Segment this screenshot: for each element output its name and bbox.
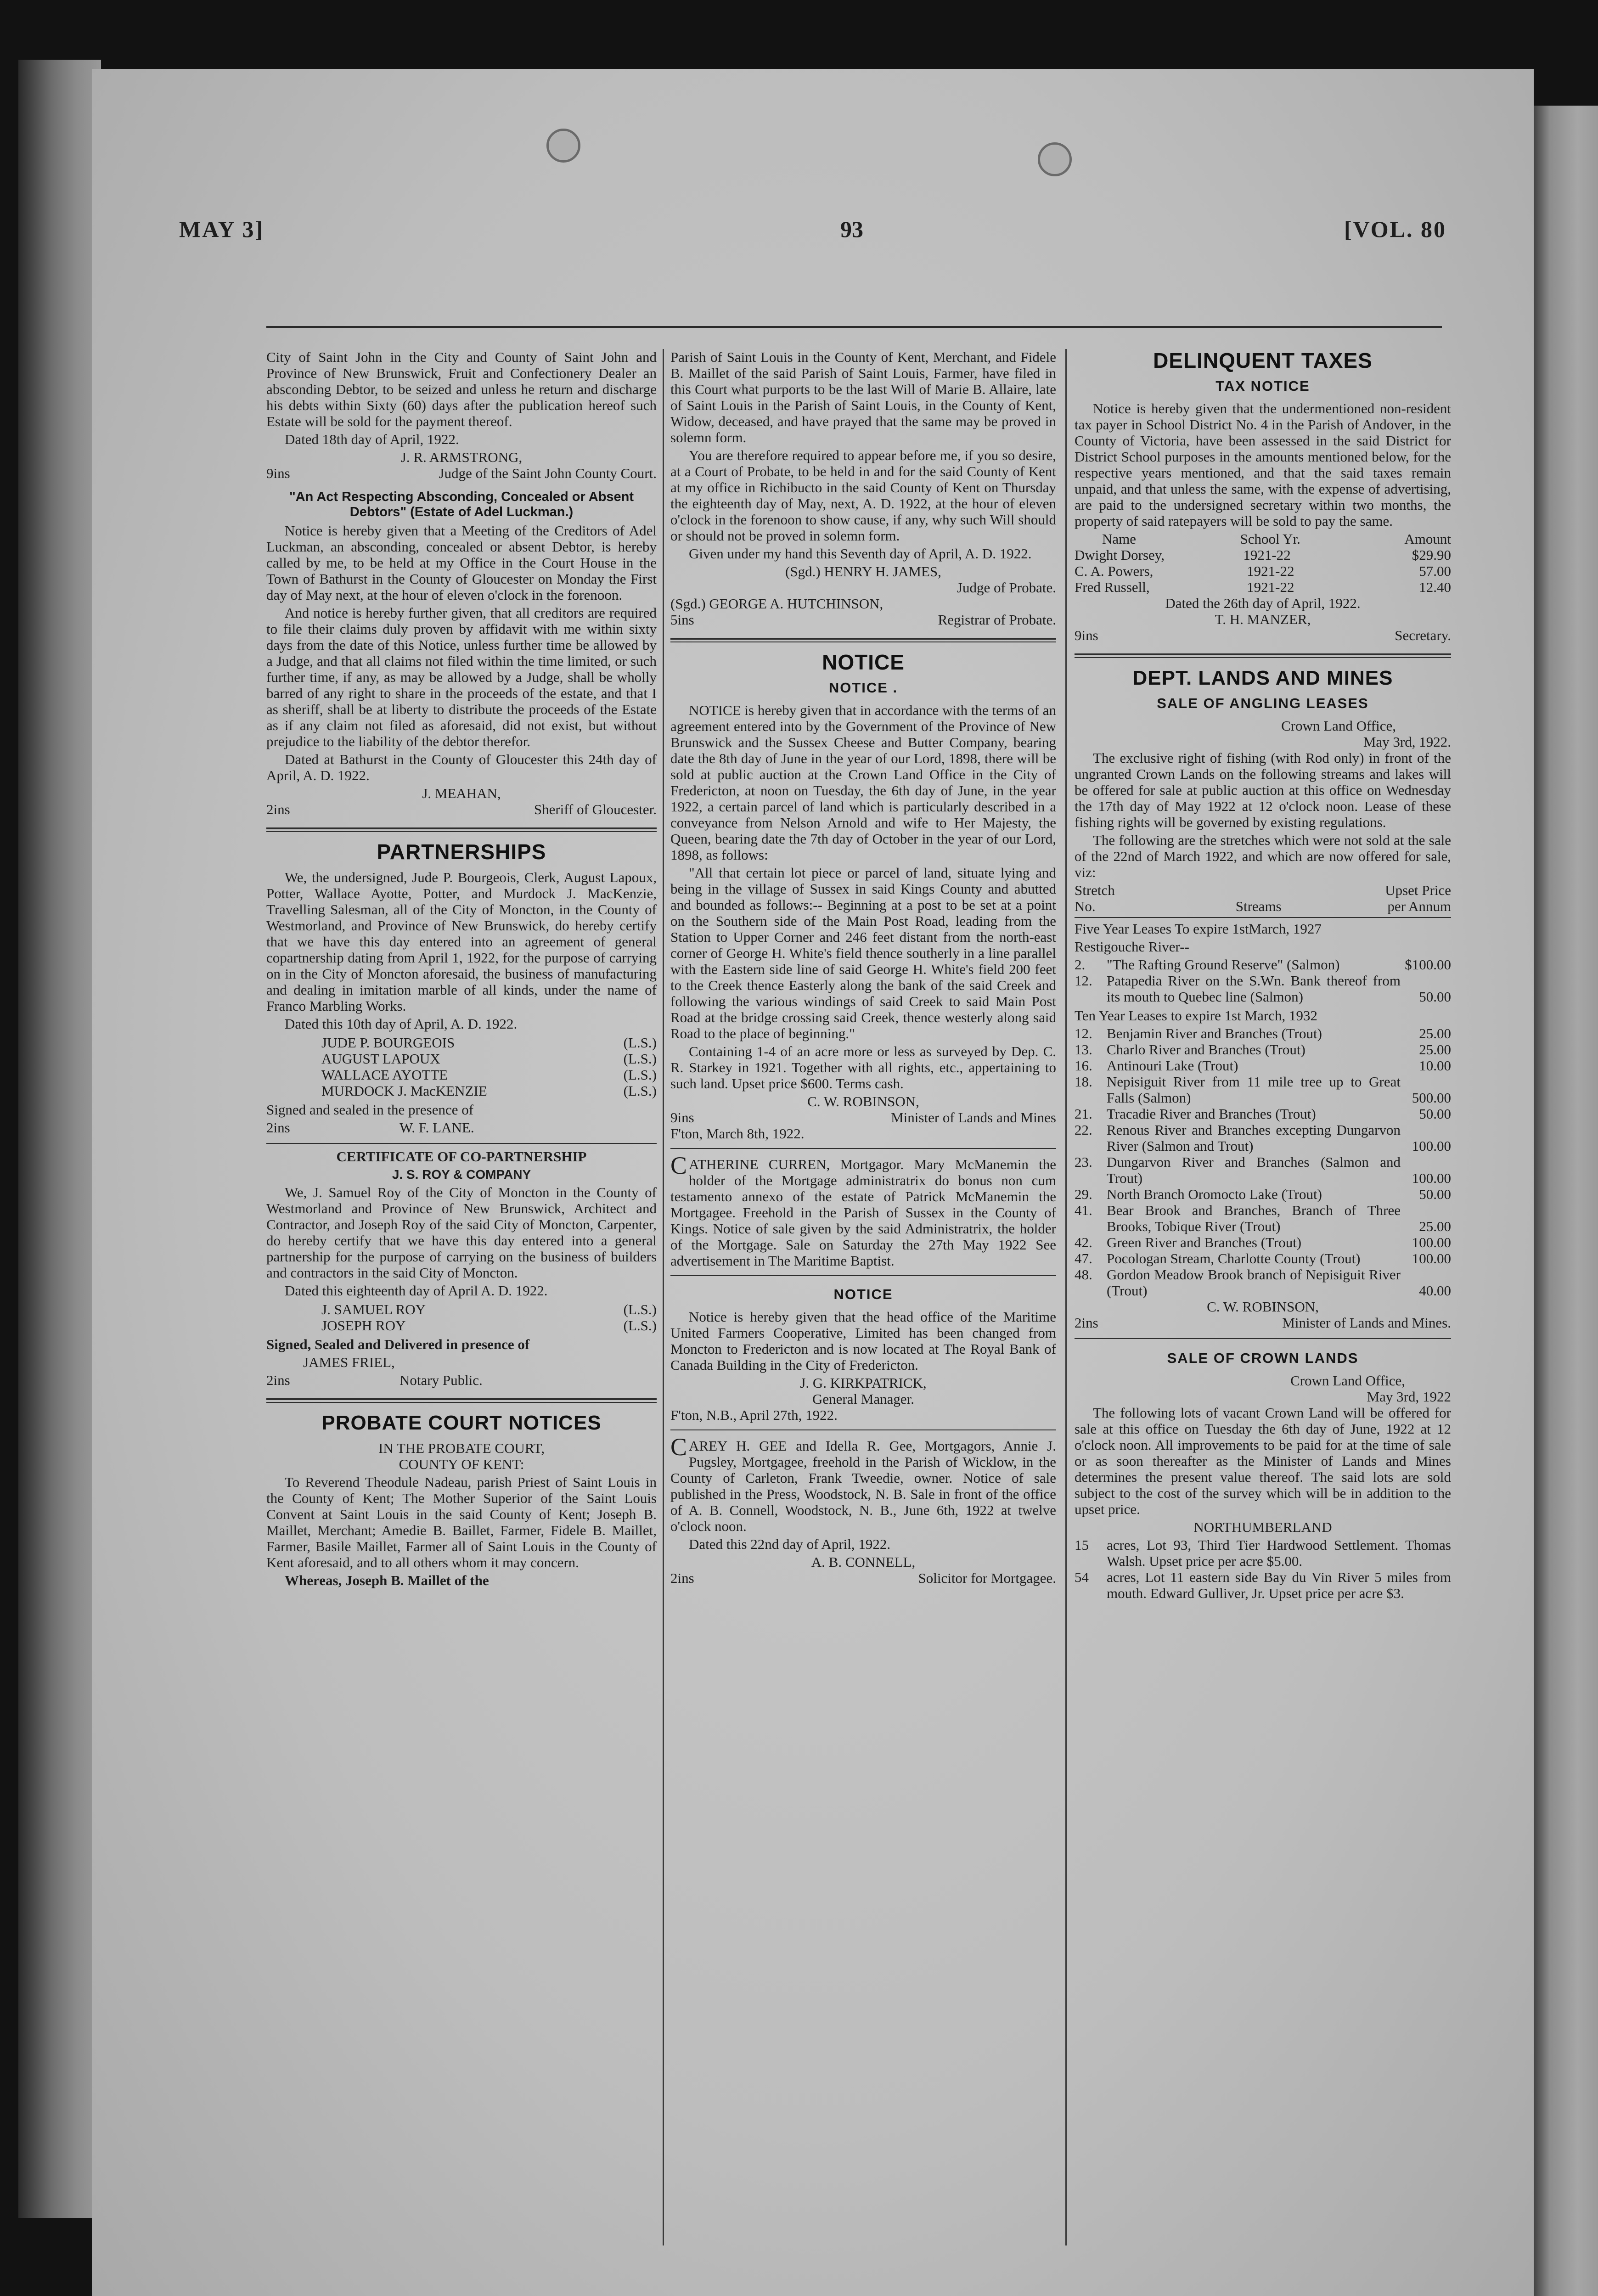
certificate-text: We, J. Samuel Roy of the City of Moncton in the County of Westmorland and Province of New Brunswick, Architect and Contractor, and Joseph Roy of the said City of Moncton, Carpenter, do hereby certify that we have this day entered into a general partnership for the purpose of carrying on the business of builders and contractors in the said City of Moncton. xyxy=(266,1184,657,1281)
lease-number: 12. xyxy=(1075,973,1092,989)
absconding-notice-text: City of Saint John in the City and County of Saint John and Province of New Brunswick, Fruit and Confectionery Dealer an absconding Debtor, to be seized and unless he return and discharge his debts within Sixty (60) days after the publication hereof such Estate will be sold for the payment thereof. xyxy=(266,349,657,429)
certificate-witness-row xyxy=(266,1372,657,1388)
lease-stream: Antinouri Lake (Trout) xyxy=(1107,1058,1238,1074)
signer-seal: (L.S.) xyxy=(623,1301,657,1317)
book-left-edge xyxy=(18,60,101,2218)
col-stretch: Stretch xyxy=(1075,882,1115,898)
page-number: 93 xyxy=(840,216,863,242)
insertions: 2ins xyxy=(670,1570,694,1586)
signer-seal: (L.S.) xyxy=(623,1083,657,1099)
tax-name: Dwight Dorsey, xyxy=(1075,547,1165,563)
angling-header-row-2 xyxy=(1075,898,1451,914)
lease-number: 2. xyxy=(1075,957,1086,973)
lands-signer: C. W. ROBINSON, xyxy=(1207,1299,1319,1315)
ten-year-leases: Ten Year Leases to expire 1st March, 1932 xyxy=(1075,1007,1317,1024)
crown-text: The following lots of vacant Crown Land will be offered for sale at this office on Tuesday the 6th day of June, 1922 at 12 o'clock noon. All improvements to be paid for at the time of sale or as soon thereafter as the Minister of Lands and Mines determines the present value thereof. The said lots are sold subject to the cost of the survey which will be in addition to the upset price. xyxy=(1075,1405,1451,1517)
signer-name: JUDE P. BOURGEOIS xyxy=(321,1035,455,1051)
column-2 xyxy=(670,349,1056,2245)
mortgage-notice-1 xyxy=(670,1152,1056,1269)
lease-number: 12. xyxy=(1075,1025,1092,1041)
partnership-dated: Dated this 10th day of April, A. D. 1922. xyxy=(285,1016,518,1032)
notice-subheading: NOTICE . xyxy=(828,680,898,696)
tax-year: 1921-22 xyxy=(1247,579,1294,595)
list-item xyxy=(1075,1202,1451,1234)
lease-price: 25.00 xyxy=(1419,1041,1451,1058)
lands-heading: DEPT. LANDS AND MINES xyxy=(1132,667,1393,689)
crown-county: NORTHUMBERLAND xyxy=(1193,1519,1332,1535)
lease-price: 40.00 xyxy=(1419,1283,1451,1299)
tax-year: 1921-22 xyxy=(1247,563,1294,579)
section-rule xyxy=(266,831,657,832)
notice2-text: Notice is hereby given that the head office of the Maritime United Farmers Cooperative, Limited has been changed from Moncton to Fredericton and is now located at The Royal Bank of Canada Building in the City of Fredericton. xyxy=(670,1309,1056,1373)
act-signer-title: Sheriff of Gloucester. xyxy=(534,801,657,817)
tax-table xyxy=(1075,547,1451,595)
mortgage2-signer: A. B. CONNELL, xyxy=(811,1554,916,1570)
lease-number: 42. xyxy=(1075,1234,1092,1250)
signer-name: MURDOCK J. MacKENZIE xyxy=(321,1083,487,1099)
lease-number: 13. xyxy=(1075,1041,1092,1058)
partnership-signers xyxy=(266,1035,657,1099)
notice2-place: F'ton, N.B., April 27th, 1922. xyxy=(670,1407,838,1423)
signer-name: AUGUST LAPOUX xyxy=(321,1051,440,1067)
col-number: No. xyxy=(1075,898,1096,914)
certificate-signers xyxy=(266,1301,657,1334)
absconding-signer: J. R. ARMSTRONG, xyxy=(400,449,523,465)
tax-col-name: Name xyxy=(1102,531,1137,547)
lease-number: 23. xyxy=(1075,1154,1092,1170)
angling-text: The exclusive right of fishing (with Rod only) in front of the ungranted Crown Lands on the following streams and lakes will be offered for sale at public auction at this office on Wednesday the 17th day of May 1922 at 12 o'clock noon. Lease of these fishing rights will be governed by existing regulations. xyxy=(1075,750,1451,830)
section-rule xyxy=(266,1398,657,1400)
table-row xyxy=(1075,579,1451,595)
probate-continued: Parish of Saint Louis in the County of Kent, Merchant, and Fidele B. Maillet of the said Parish of Saint Louis, Farmer, have filed in this Court what purports to be the last Will of Marie B. Allaire, late of Saint Louis in the Parish of Saint Louis, in the County of Kent, Widow, deceased, and have prayed that the same may be proved in solemn form. xyxy=(670,349,1056,445)
angling-header-row-1 xyxy=(1075,882,1451,898)
act-paragraph-2: And notice is hereby further given, that all creditors are required to file their claims duly proven by affidavit with me within sixty days from the date of this Notice, unless further time be allowed by a Judge, and that all claims not filed within the time limited, or such further time, if any, as may be allowed by a Judge, shall be wholly barred of any right to share in the proceeds of the estate, and that I as sheriff, shall be at liberty to distribute the proceeds of the Estate as if any claim not filed as aforesaid, did not exist, but without prejudice to the liability of the debtor therefor. xyxy=(266,605,657,749)
partnerships-heading: PARTNERSHIPS xyxy=(377,840,546,864)
certificate-witness-title: Notary Public. xyxy=(400,1372,483,1388)
crown-lands-subheading: SALE OF CROWN LANDS xyxy=(1167,1350,1359,1366)
tax-col-year: School Yr. xyxy=(1240,531,1300,547)
header-rule xyxy=(266,326,1442,328)
lease-stream: Nepisiguit River from 11 mile tree up to Great Falls (Salmon) xyxy=(1107,1074,1401,1106)
five-year-leases: Five Year Leases To expire 1stMarch, 1927 xyxy=(1075,921,1322,937)
mortgage2-signer-title: Solicitor for Mortgagee. xyxy=(918,1570,1056,1586)
lease-stream: North Branch Oromocto Lake (Trout) xyxy=(1107,1186,1322,1202)
lease-stream: Gordon Meadow Brook branch of Nepisiguit River (Trout) xyxy=(1107,1266,1401,1299)
mortgage-text: AREY H. GEE and Idella R. Gee, Mortgagors, Annie J. Pugsley, Mortgagee, freehold in the Parish of Wicklow, in the County of Carleton, Frank Tweedie, owner. Notice of sale published in the Press, Woodstock, N. B. Sale in front of the office of A. B. Connell, Woodstock, N. B., June 6th, 1922 at twelve o'clock noon. xyxy=(670,1438,1056,1534)
probate-registrar-title: Registrar of Probate. xyxy=(938,612,1056,628)
insertions: 5ins xyxy=(670,612,694,628)
list-item xyxy=(1075,1234,1451,1250)
probate-heading: PROBATE COURT NOTICES xyxy=(321,1412,602,1434)
section-rule xyxy=(670,638,1056,640)
probate-registrar-row xyxy=(670,612,1056,628)
lease-price: 100.00 xyxy=(1412,1170,1451,1186)
lease-price: 50.00 xyxy=(1419,989,1451,1005)
lease-number: 47. xyxy=(1075,1250,1092,1266)
tax-name: Fred Russell, xyxy=(1075,579,1150,595)
notice-place: F'ton, March 8th, 1922. xyxy=(670,1125,805,1142)
lease-number: 22. xyxy=(1075,1122,1092,1138)
lease-stream: Charlo River and Branches (Trout) xyxy=(1107,1041,1305,1058)
absconding-signer-title: Judge of the Saint John County Court. xyxy=(439,465,657,481)
signer-name: WALLACE AYOTTE xyxy=(321,1067,448,1083)
ten-year-list xyxy=(1075,1025,1451,1299)
notice-signer-row xyxy=(670,1109,1056,1125)
section-rule xyxy=(266,827,657,829)
running-head xyxy=(179,216,1446,253)
crown-office: Crown Land Office, xyxy=(1290,1373,1405,1389)
notice2-subheading: NOTICE xyxy=(833,1286,893,1302)
signer-name: JOSEPH ROY xyxy=(321,1317,406,1334)
lease-price: 100.00 xyxy=(1412,1138,1451,1154)
section-rule xyxy=(670,1148,1056,1149)
lease-price: 100.00 xyxy=(1412,1234,1451,1250)
probate-county: COUNTY OF KENT: xyxy=(399,1456,524,1472)
list-item xyxy=(1075,1154,1451,1186)
list-item xyxy=(1075,1537,1451,1569)
section-rule xyxy=(266,1143,657,1144)
insertions: 9ins xyxy=(670,1109,694,1125)
tax-signer-row xyxy=(1075,627,1451,643)
probate-judge: (Sgd.) HENRY H. JAMES, xyxy=(785,563,941,580)
binder-hole-left xyxy=(546,129,580,163)
lease-price: 500.00 xyxy=(1412,1090,1451,1106)
signer-seal: (L.S.) xyxy=(623,1051,657,1067)
col-streams: Streams xyxy=(1235,898,1282,914)
signer-row xyxy=(266,1317,657,1334)
lease-stream: Green River and Branches (Trout) xyxy=(1107,1234,1302,1250)
notice-signer: C. W. ROBINSON, xyxy=(807,1093,919,1109)
section-rule xyxy=(1075,1338,1451,1339)
tax-signer-title: Secretary. xyxy=(1395,627,1451,643)
probate-court: IN THE PROBATE COURT, xyxy=(378,1440,545,1456)
list-item xyxy=(1075,1122,1451,1154)
lease-price: 100.00 xyxy=(1412,1250,1451,1266)
notice2-signer: J. G. KIRKPATRICK, xyxy=(800,1375,927,1391)
signer-row xyxy=(266,1035,657,1051)
lands-signer-row xyxy=(1075,1315,1451,1331)
header-volume: [VOL. 80 xyxy=(1344,216,1446,242)
mortgage2-signer-row xyxy=(670,1570,1056,1586)
tax-name: C. A. Powers, xyxy=(1075,563,1153,579)
certificate-witness: JAMES FRIEL, xyxy=(303,1354,395,1370)
insertions: 2ins xyxy=(1075,1315,1098,1331)
lease-price: 25.00 xyxy=(1419,1025,1451,1041)
crown-date: May 3rd, 1922 xyxy=(1367,1389,1451,1405)
lease-stream: Dungarvon River and Branches (Salmon and Trout) xyxy=(1107,1154,1401,1186)
mortgage-notice-2 xyxy=(670,1433,1056,1534)
partnership-witness: W. F. LANE. xyxy=(400,1120,474,1136)
list-item xyxy=(1075,1058,1451,1074)
restigouche-label: Restigouche River-- xyxy=(1075,939,1189,955)
partnership-witness-line: Signed and sealed in the presence of xyxy=(266,1102,474,1118)
mortgage2-dated: Dated this 22nd day of April, 1922. xyxy=(689,1536,891,1552)
act-signature-line xyxy=(266,801,657,817)
tax-table-header xyxy=(1075,531,1451,547)
tax-amount: $29.90 xyxy=(1412,547,1451,563)
lease-stream: Renous River and Branches excepting Dungarvon River (Salmon and Trout) xyxy=(1107,1122,1401,1154)
certificate-title: CERTIFICATE OF CO-PARTNERSHIP xyxy=(336,1148,587,1165)
absconding-signature-line xyxy=(266,465,657,481)
act-signer: J. MEAHAN, xyxy=(422,785,501,801)
lease-price: 25.00 xyxy=(1419,1218,1451,1234)
signer-row xyxy=(266,1301,657,1317)
tax-dated: Dated the 26th day of April, 1922. xyxy=(1165,595,1361,611)
list-item xyxy=(1075,973,1451,1005)
section-rule xyxy=(1075,653,1451,655)
angling-office: Crown Land Office, xyxy=(1281,718,1396,734)
notice-heading: NOTICE xyxy=(822,650,905,674)
list-item xyxy=(1075,1186,1451,1202)
insertions: 2ins xyxy=(266,801,290,817)
probate-judge-title: Judge of Probate. xyxy=(957,580,1056,596)
notice-terms: Containing 1-4 of an acre more or less as surveyed by Dep. C. R. Starkey in 1921. Together with all rights, etc., appertaining to such land. Upset price $600. Terms cash. xyxy=(670,1043,1056,1092)
lease-number: 21. xyxy=(1075,1106,1092,1122)
lot-description: acres, Lot 11 eastern side Bay du Vin River 5 miles from mouth. Edward Gulliver, Jr. Upset price per acre $3. xyxy=(1107,1569,1451,1601)
header-date: MAY 3] xyxy=(179,216,264,242)
lease-number: 18. xyxy=(1075,1074,1092,1090)
column-1 xyxy=(266,349,657,2245)
certificate-firm: J. S. ROY & COMPANY xyxy=(392,1167,531,1182)
absconding-dated: Dated 18th day of April, 1922. xyxy=(285,431,459,447)
lease-price: 50.00 xyxy=(1419,1106,1451,1122)
insertions: 2ins xyxy=(266,1120,290,1136)
lease-stream: Patapedia River on the S.Wn. Bank thereof from its mouth to Quebec line (Salmon) xyxy=(1107,973,1401,1005)
signer-name: J. SAMUEL ROY xyxy=(321,1301,426,1317)
taxes-heading: DELINQUENT TAXES xyxy=(1153,349,1373,372)
list-item xyxy=(1075,1025,1451,1041)
list-item xyxy=(1075,1106,1451,1122)
insertions: 9ins xyxy=(266,465,290,481)
table-row xyxy=(1075,547,1451,563)
lease-price: 10.00 xyxy=(1419,1058,1451,1074)
notice-text: NOTICE is hereby given that in accordance with the terms of an agreement entered into by the Government of the Province of New Brunswick and the Sussex Cheese and Butter Company, bearing date the 8th day of June in the year of our Lord, 1898, there will be sold at public auction at the Crown Land Office in the City of Fredericton, at noon on Tuesday, the 6th day of June, in the year 1922, a certain parcel of land which is particularly described in a conveyance from Nelson Arnold and wife to Her Majesty, the Queen, bearing date the 7th day of October in the year of our Lord, 1898, as follows: xyxy=(670,702,1056,863)
lease-stream: Benjamin River and Branches (Trout) xyxy=(1107,1025,1322,1041)
lot-acres: 15 xyxy=(1075,1537,1089,1553)
tax-notice-text: Notice is hereby given that the undermentioned non-resident tax payer in School District No. 4 in the Parish of Andover, in the County of Victoria, have been assessed in the said District for District School purposes in the amounts mentioned below, for the respective years mentioned, and that the said taxes remain unpaid, and that unless the same, with the expense of advertising, are paid to the undersigned secretary within two months, the property of said ratepayers will be sold to pay the same. xyxy=(1075,400,1451,529)
column-3 xyxy=(1075,349,1451,2245)
lease-price: 50.00 xyxy=(1419,1186,1451,1202)
certificate-witness-line: Signed, Sealed and Delivered in presence of xyxy=(266,1336,530,1352)
signer-row xyxy=(266,1067,657,1083)
lease-stream: Bear Brook and Branches, Branch of Three Brooks, Tobique River (Trout) xyxy=(1107,1202,1401,1234)
tax-signer: T. H. MANZER, xyxy=(1215,611,1311,627)
lot-description: acres, Lot 93, Third Tier Hardwood Settlement. Thomas Walsh. Upset price per acre $5.00. xyxy=(1107,1537,1451,1569)
act-dated: Dated at Bathurst in the County of Gloucester this 24th day of April, A. D. 1922. xyxy=(266,751,657,783)
lease-number: 48. xyxy=(1075,1266,1092,1283)
signer-row xyxy=(266,1051,657,1067)
insertions: 2ins xyxy=(266,1372,290,1388)
probate-whereas: Whereas, Joseph B. Maillet of the xyxy=(285,1572,489,1588)
binder-hole-right xyxy=(1038,142,1072,176)
partnership-witness-row xyxy=(266,1120,657,1136)
list-item xyxy=(1075,1041,1451,1058)
angling-subheading: SALE OF ANGLING LEASES xyxy=(1157,695,1369,711)
notice-signer-title: Minister of Lands and Mines xyxy=(891,1109,1056,1125)
column-rule-2 xyxy=(1065,349,1067,2245)
lease-stream: Pocologan Stream, Charlotte County (Trout) xyxy=(1107,1250,1361,1266)
probate-address: To Reverend Theodule Nadeau, parish Priest of Saint Louis in the County of Kent; The Mother Superior of the Saint Louis Convent at Saint Louis in the said County of Kent; Joseph B. Maillet, Merchant; Amedie B. Baillet, Farmer, Fidele B. Maillet, Farmer, Basile Maillet, Farmer all of Saint Louis in the County of Kent aforesaid, and to all others whom it may concern. xyxy=(266,1474,657,1570)
angling-text-2: The following are the stretches which were not sold at the sale of the 22nd of March 1922, and which are now offered for sale, viz: xyxy=(1075,832,1451,880)
tax-amount: 12.40 xyxy=(1419,579,1451,595)
lease-stream: "The Rafting Ground Reserve" (Salmon) xyxy=(1107,957,1340,973)
tax-col-amount: Amount xyxy=(1404,531,1451,547)
tax-notice-subheading: TAX NOTICE xyxy=(1215,378,1310,394)
list-item xyxy=(1075,1074,1451,1106)
section-rule xyxy=(670,1275,1056,1276)
list-item xyxy=(1075,957,1451,973)
insertions: 9ins xyxy=(1075,627,1098,643)
signer-seal: (L.S.) xyxy=(623,1035,657,1051)
list-item xyxy=(1075,1569,1451,1601)
probate-registrar: (Sgd.) GEORGE A. HUTCHINSON, xyxy=(670,596,883,612)
lease-number: 29. xyxy=(1075,1186,1092,1202)
certificate-dated: Dated this eighteenth day of April A. D. 1922. xyxy=(285,1283,548,1299)
probate-given: Given under my hand this Seventh day of April, A. D. 1922. xyxy=(689,546,1032,562)
lease-stream: Tracadie River and Branches (Trout) xyxy=(1107,1106,1316,1122)
lands-signer-title: Minister of Lands and Mines. xyxy=(1282,1315,1451,1331)
lease-number: 41. xyxy=(1075,1202,1092,1218)
signer-seal: (L.S.) xyxy=(623,1317,657,1334)
lease-price: $100.00 xyxy=(1405,957,1451,973)
lease-number: 16. xyxy=(1075,1058,1092,1074)
notice2-signer-title: General Manager. xyxy=(812,1391,915,1407)
list-item xyxy=(1075,1266,1451,1299)
section-rule xyxy=(1075,657,1451,658)
drop-cap: C xyxy=(670,1433,687,1461)
probate-summons: You are therefore required to appear before me, if you so desire, at a Court of Probate, to be held in and for the said County of Kent at my office in Richibucto in the said County of Kent on Thursday the eighteenth day of May, next, A. D. 1922, at the hour of eleven o'clock in the forenoon to show cause, if any, why such Will should or should not be proved in solemn form. xyxy=(670,447,1056,544)
lot-acres: 54 xyxy=(1075,1569,1089,1585)
drop-cap: C xyxy=(670,1152,687,1179)
mortgage-text: ATHERINE CURREN, Mortgagor. Mary McManemin the holder of the Mortgage administratrix do bonus non cum testamento annexo of the estate of Patrick McManemin the Mortgagee. Freehold in the Parish of Sussex in the County of Kings. Notice of sale given by the said Administratrix, the holder of the Mortgage. Sale on Saturday the 27th May 1922 See advertisement in The Maritime Baptist. xyxy=(670,1156,1056,1269)
list-item xyxy=(1075,1250,1451,1266)
tax-year: 1921-22 xyxy=(1243,547,1291,563)
signer-seal: (L.S.) xyxy=(623,1067,657,1083)
col-per-annum: per Annum xyxy=(1387,898,1451,914)
notice-land-description: "All that certain lot piece or parcel of land, situate lying and being in the village of Sussex in said Kings County and abutted and bounded as follows:-- Beginning at a post to be set at a point on the Southern side of the Main Post Road, leading from the Station to Upper Corner and 246 feet distant from the north-east corner of George H. White's field thence southerly in a line parallel with the Eastern side line of said George H. White's field 200 feet to the Creek thence Easterly along the bank of the said Creek and following the various windings of said Creek to said Main Post Road at the bridge crossing said Creek, thence westerly along said Road to the place of beginning." xyxy=(670,865,1056,1041)
col-upset-price: Upset Price xyxy=(1385,882,1451,898)
act-paragraph-1: Notice is hereby given that a Meeting of the Creditors of Adel Luckman, an absconding, concealed or absent Debtor, is hereby called by me, to be held at my Office in the Court House in the Town of Bathurst in the County of Gloucester on Monday the First day of May next, at the hour of eleven o'clock in the forenoon. xyxy=(266,523,657,603)
partnership-text: We, the undersigned, Jude P. Bourgeois, Clerk, August Lapoux, Potter, Wallace Ayotte, Potter, and Murdock J. MacKenzie, Travelling Salesman, all of the City of Moncton, in the County of Westmorland, and Province of New Brunswick, do hereby certify that we have this day entered into an agreement of general copartnership dating from April 1, 1922, for the purpose of carrying on in the City of Moncton aforesaid, the business of manufacturing and dealing in imitation marble of all kinds, under the name of Franco Marbling Works. xyxy=(266,869,657,1014)
section-rule xyxy=(670,1429,1056,1430)
angling-date: May 3rd, 1922. xyxy=(1363,734,1451,750)
book-right-edge xyxy=(1529,106,1598,2296)
tax-amount: 57.00 xyxy=(1419,563,1451,579)
column-rule-1 xyxy=(663,349,664,2245)
signer-row xyxy=(266,1083,657,1099)
act-title: "An Act Respecting Absconding, Concealed or Absent Debtors" (Estate of Adel Luckman.) xyxy=(289,490,634,519)
section-rule xyxy=(266,1402,657,1403)
table-row xyxy=(1075,563,1451,579)
table-rule xyxy=(1075,917,1451,918)
